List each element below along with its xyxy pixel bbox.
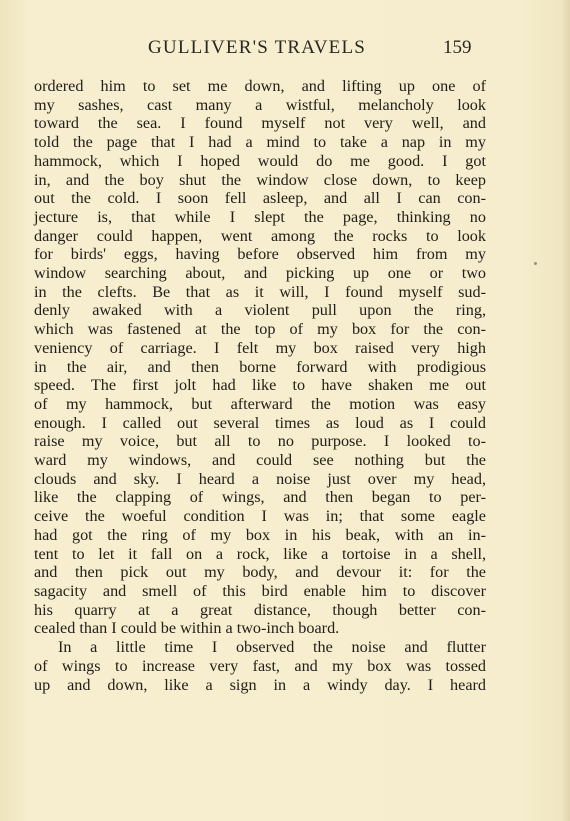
page-edge-shadow: [562, 0, 570, 821]
text-line: sagacity and smell of this bird enable him to discover: [34, 581, 486, 600]
text-line: of my hammock, but afterward the motion was easy: [34, 394, 486, 413]
text-line: ward my windows, and could see nothing but the: [34, 451, 486, 470]
text-line: clouds and sky. I heard a noise just over my head,: [34, 469, 486, 488]
text-line: denly awaked with a violent pull upon the ring,: [34, 301, 486, 320]
text-line: and then pick out my body, and devour it: for the: [34, 563, 486, 582]
text-line: enough. I called out several times as loud as I could: [34, 413, 486, 432]
text-line: toward the sea. I found myself not very well, and: [34, 114, 486, 133]
text-line: told the page that I had a mind to take a nap in my: [34, 133, 486, 152]
text-line: danger could happen, went among the rocks to look: [34, 226, 486, 245]
text-line: of wings to increase very fast, and my box was tossed: [34, 656, 486, 675]
text-line: raise my voice, but all to no purpose. I looked to-: [34, 432, 486, 451]
text-line: my sashes, cast many a wistful, melancholy look: [34, 95, 486, 114]
text-line: jecture is, that while I slept the page, thinking no: [34, 207, 486, 226]
text-line: ceive the woeful condition I was in; that some eagle: [34, 507, 486, 526]
text-line: hammock, which I hoped would do me good. I got: [34, 151, 486, 170]
text-line: his quarry at a great distance, though better con-: [34, 600, 486, 619]
body-text: [34, 77, 486, 694]
running-title: GULLIVER'S TRAVELS: [148, 37, 367, 58]
text-line: window searching about, and picking up one or two: [34, 264, 486, 283]
text-line: had got the ring of my box in his beak, with an in-: [34, 525, 486, 544]
paper-speck: [534, 262, 537, 265]
text-line: ordered him to set me down, and lifting up one of: [34, 77, 486, 95]
text-line-paragraph-end: cealed than I could be within a two-inch board.: [34, 619, 340, 638]
text-line: in the clefts. Be that as it will, I found myself sud-: [34, 282, 486, 301]
text-line: for birds' eggs, having before observed him from my: [34, 245, 486, 264]
text-line: out the cold. I soon fell asleep, and all I can con-: [34, 189, 486, 208]
text-line: in, and the boy shut the window close down, to keep: [34, 170, 486, 189]
text-line: which was fastened at the top of my box for the con-: [34, 320, 486, 339]
text-line: speed. The first jolt had like to have shaken me out: [34, 376, 486, 395]
text-line-paragraph-start: In a little time I observed the noise and flutter: [58, 638, 486, 657]
text-line: like the clapping of wings, and then began to per-: [34, 488, 486, 507]
text-line: veniency of carriage. I felt my box raised very high: [34, 338, 486, 357]
page-number: 159: [443, 37, 472, 58]
text-line: in the air, and then borne forward with prodigious: [34, 357, 486, 376]
text-line: tent to let it fall on a rock, like a tortoise in a shell,: [34, 544, 486, 563]
page-header: [0, 37, 570, 61]
text-line: up and down, like a sign in a windy day. I heard: [34, 675, 486, 694]
